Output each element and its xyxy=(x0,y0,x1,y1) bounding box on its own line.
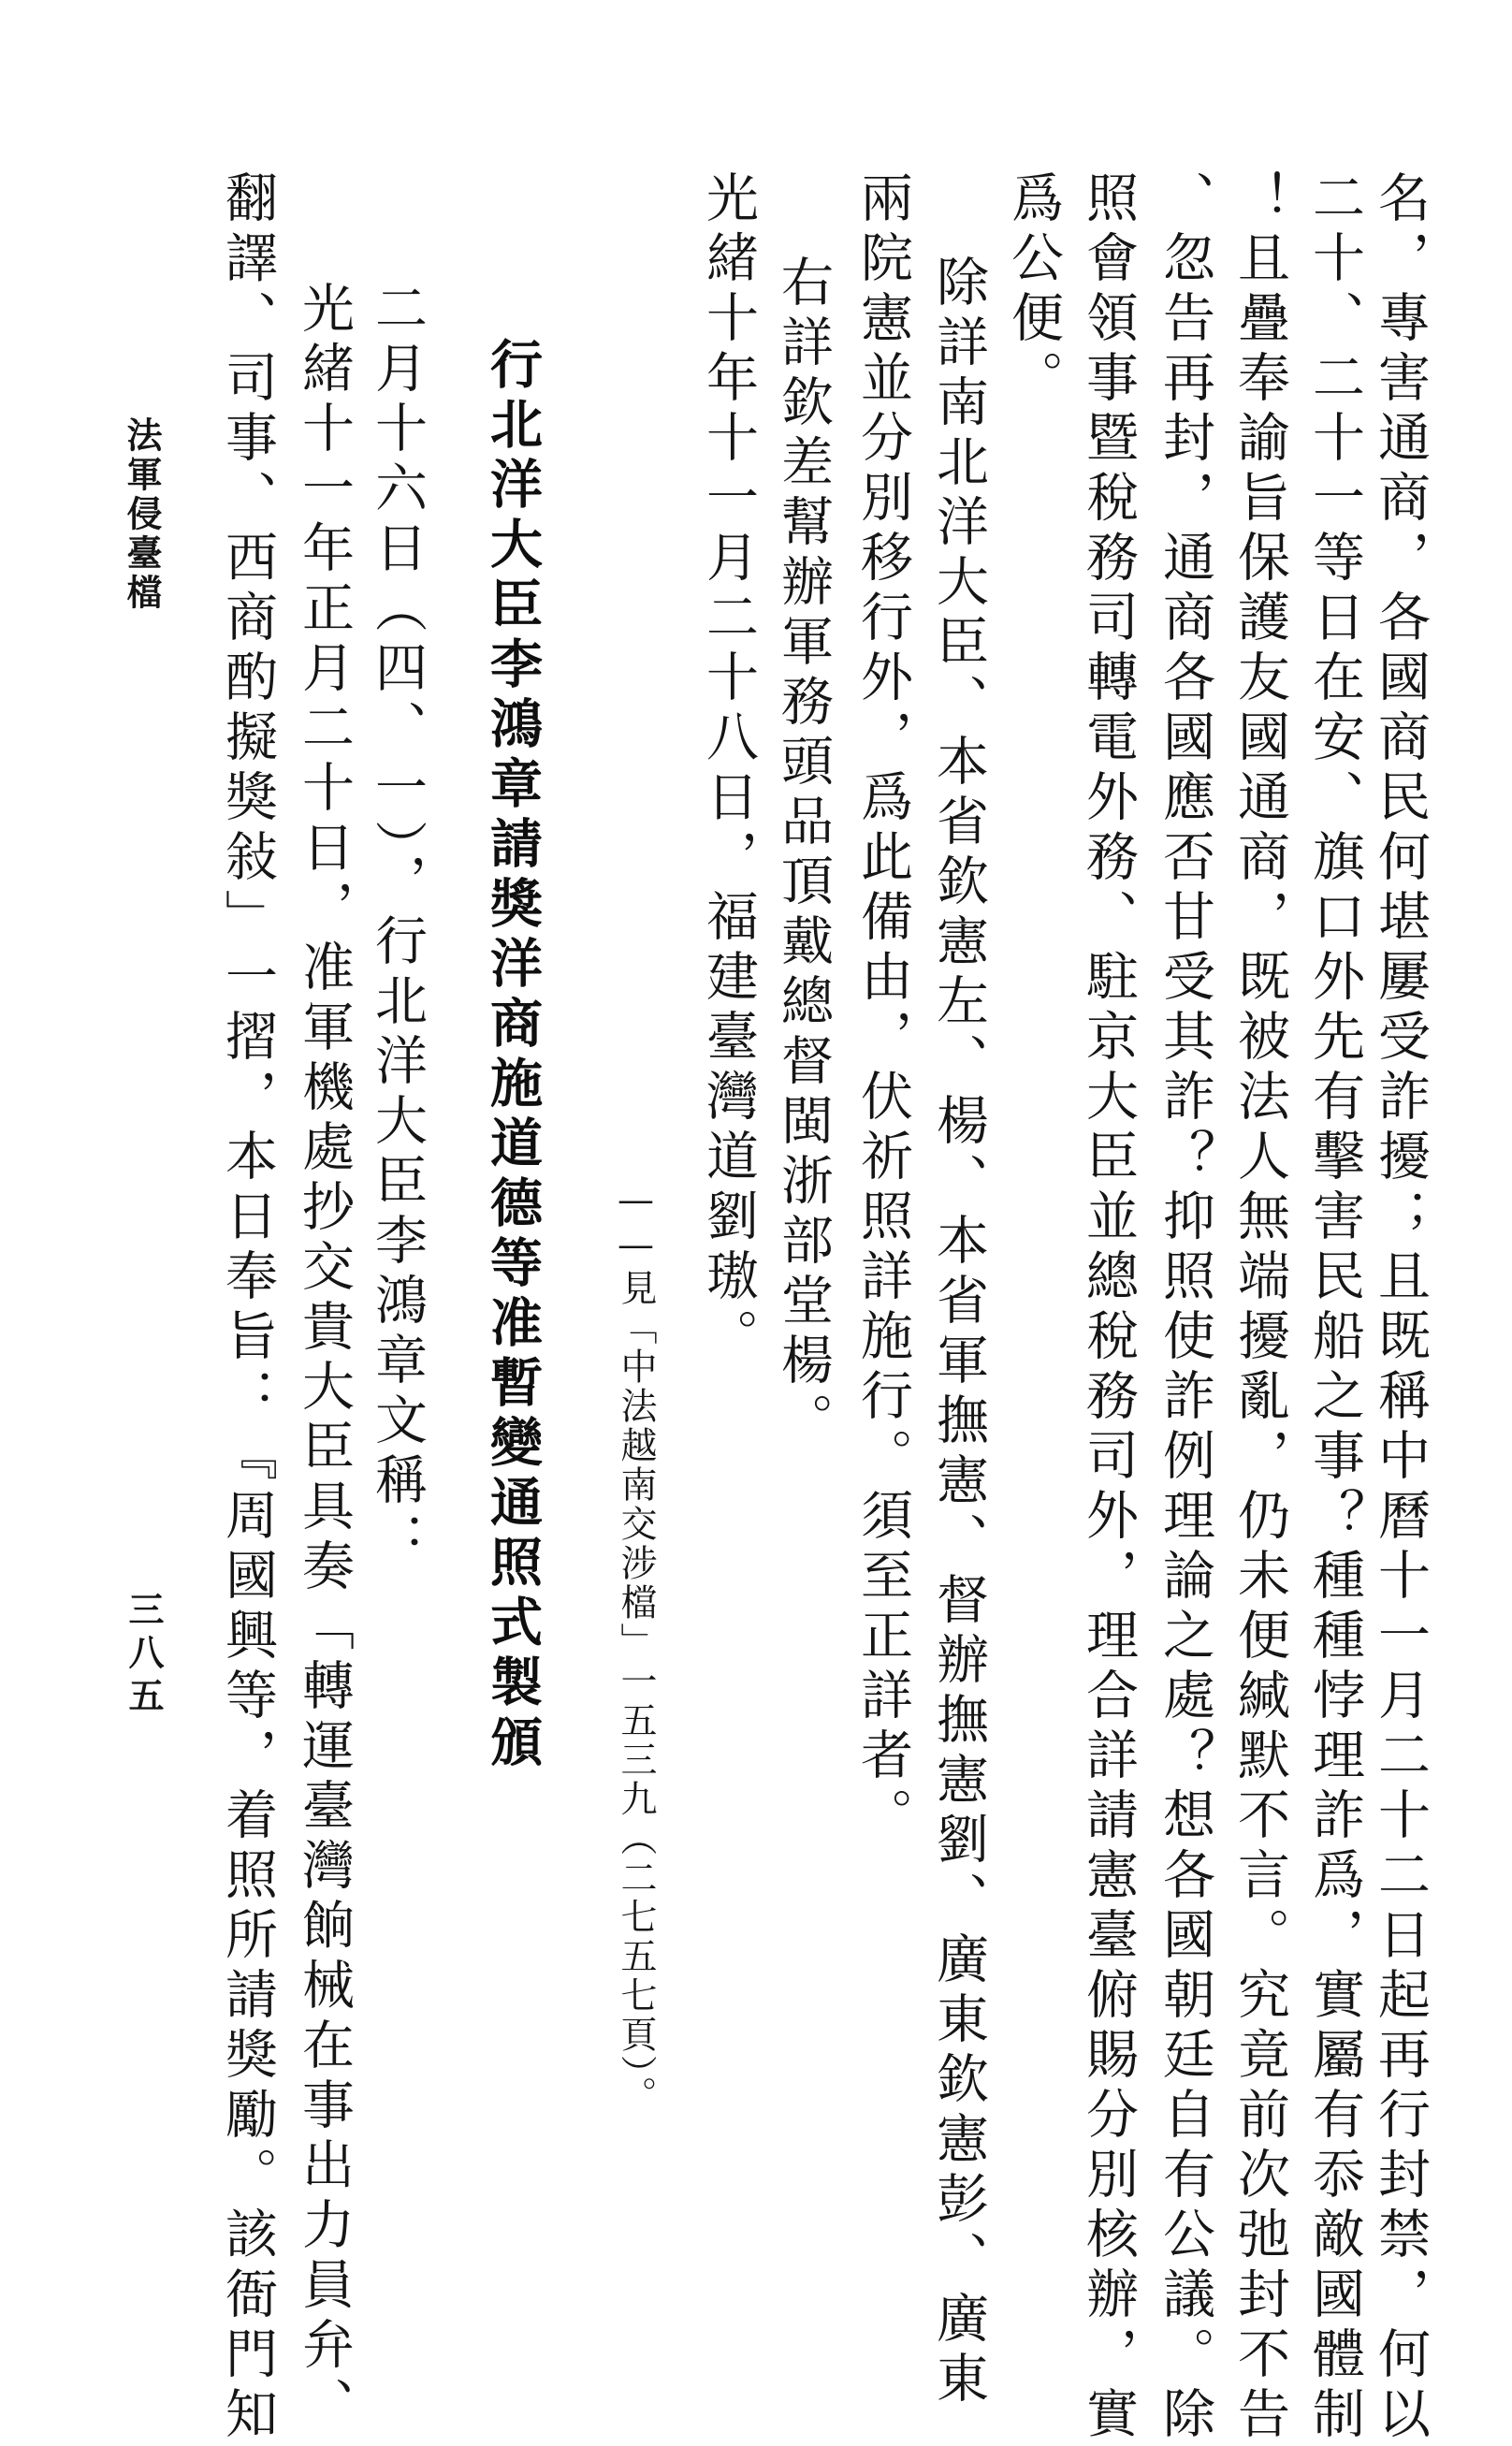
document-line-9: 右詳欽差幫辦軍務頭品頂戴總督閩浙部堂楊。 xyxy=(773,255,834,1452)
section-line-2: 光緒十一年正月二十日，准軍機處抄交貴大臣具奏「轉運臺灣餉械在事出力員弁、 xyxy=(294,281,355,2437)
document-line-4: 、忽告再封，通商各國應否甘受其詐？抑照使詐例理論之處？想各國朝廷自有公議。除 xyxy=(1155,170,1215,2446)
section-title: 行北洋大臣李鴻章請獎洋商施道德等准暫變通照式製頒 xyxy=(482,337,544,1774)
document-line-6: 爲公便。 xyxy=(1003,170,1064,410)
section-line-3: 翻譯、司事、西商酌擬獎敍」一摺，本日奉旨：『周國興等，着照所請獎勵。該衙門知 xyxy=(217,170,278,2446)
document-line-7: 除詳南北洋大臣、本省欽憲左、楊、本省軍撫憲、督辦撫憲劉、廣東欽憲彭、廣東 xyxy=(928,255,989,2410)
document-line-10: 光緒十年十一月二十八日，福建臺灣道劉璈。 xyxy=(698,170,759,1368)
page-number: 三八五 xyxy=(123,1591,165,1720)
book-title-header: 法軍侵臺檔 xyxy=(121,416,163,613)
document-line-8: 兩院憲並分別移行外，爲此備由，伏祈照詳施行。須至正詳者。 xyxy=(852,170,913,1847)
document-line-2: 二十、二十一等日在安、旗口外先有擊害民船之事？種種悖理詐爲，實屬有忝敵國體制 xyxy=(1304,170,1365,2446)
document-line-3: ！且疊奉諭旨保護友國通商，既被法人無端擾亂，仍未便緘默不言。究竟前次弛封不告 xyxy=(1229,170,1290,2446)
section-line-1: 二月十六日（四、一），行北洋大臣李鴻章文稱： xyxy=(367,281,428,1572)
document-line-5: 照會領事暨稅務司轉電外務、駐京大臣並總稅務司外，理合詳請憲臺俯賜分別核辦，實 xyxy=(1078,170,1139,2446)
source-citation: ——見「中法越南交涉檔」一五三九（二七五七頁）。 xyxy=(615,1179,657,2116)
document-line-1: 名，專害通商，各國商民何堪屢受詐擾；且既稱中曆十一月二十二日起再行封禁，何以 xyxy=(1370,170,1431,2446)
